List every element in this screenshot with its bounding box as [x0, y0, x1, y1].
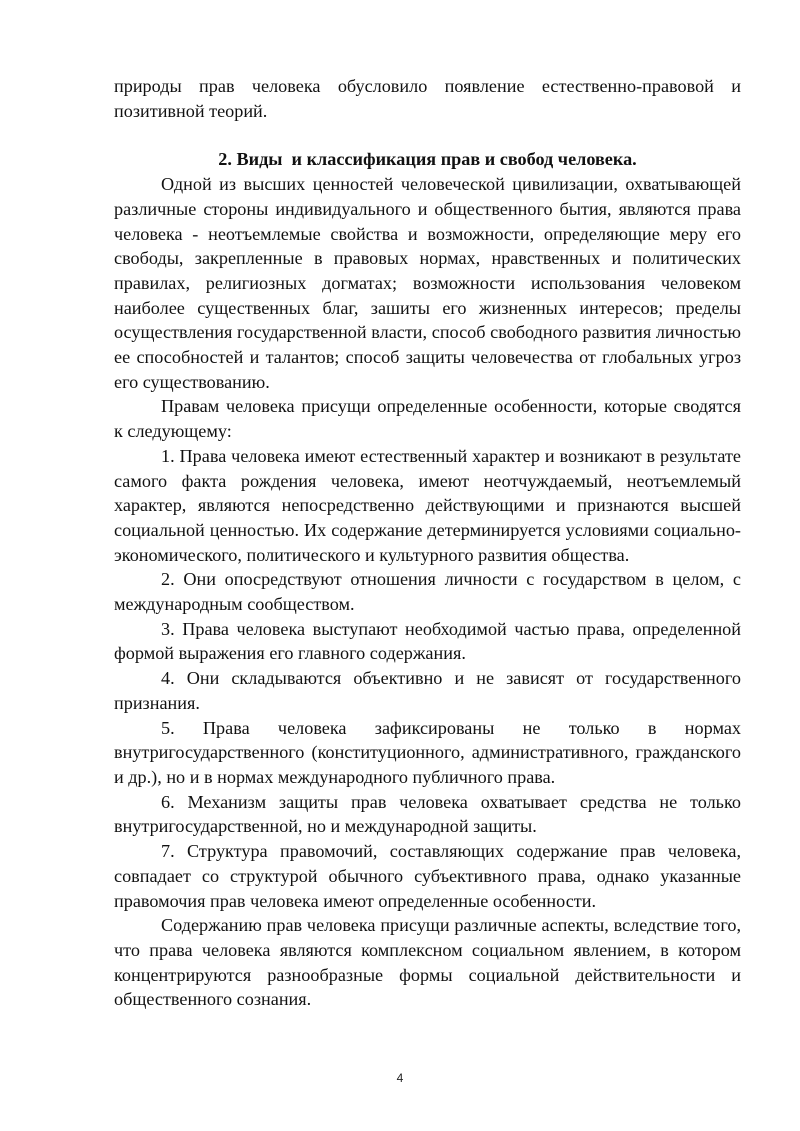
list-item-2: 2. Они опосредствуют отношения личности с государством в целом, с международным сообществом.: [114, 569, 741, 615]
list-item-6: 6. Механизм защиты прав человека охватывает средства не только внутригосударственной, но и международной защиты.: [114, 791, 741, 837]
intro-paragraph: природы прав человека обусловило появление естественно-правовой и позитивной теорий.: [114, 76, 741, 121]
page-number: 4: [396, 1071, 404, 1085]
section-heading: 2. Виды и классификация прав и свобод человека.: [218, 149, 637, 170]
paragraph-aspects: Содержанию прав человека присущи различные аспекты, вследствие того, что права человека являются комплексном социальном явлением, в котором концентрируются разнообразные формы социальной действительности и общественного сознания.: [114, 915, 741, 1010]
list-item-1: 1. Права человека имеют естественный характер и возникают в результате самого факта рождения человека, имеют неотчуждаемый, неотъемлемый характер, являются непосредственно действующими и признаются высшей социальной ценностью. Их содержание детерминируется условиями социально-экономического, политического и культурного развития общества.: [114, 445, 741, 565]
list-item-7: 7. Структура правомочий, составляющих содержание прав человека, совпадает со структурой обычного субъективного права, однако указанные правомочия прав человека имеют определенные особенности.: [114, 841, 741, 911]
paragraph-features-intro: Правам человека присущи определенные особенности, которые сводятся к следующему:: [114, 396, 741, 442]
paragraph-values: Одной из высших ценностей человеческой цивилизации, охватывающей различные стороны индивидуального и общественного бытия, являются права человека - неотъемлемые свойства и возможности, определяющие меру его свободы, закрепленные в правовых нормах, нравственных и политических правилах, религиозных догматах; возможности использования человеком наиболее существенных благ, зашиты его жизненных интересов; пределы осуществления государственной власти, способ свободного развития личностью ее способностей и талантов; способ защиты человечества от глобальных угроз его существованию.: [114, 174, 741, 392]
list-item-3: 3. Права человека выступают необходимой частью права, определенной формой выражения его главного содержания.: [114, 618, 741, 664]
list-item-5: 5. Права человека зафиксированы не только в нормах внутригосударственного (конституционного, административного, гражданского и др.), но и в нормах международного публичного права.: [114, 717, 741, 787]
document-page: [114, 74, 741, 1012]
list-item-4: 4. Они складываются объективно и не зависят от государственного признания.: [114, 668, 741, 713]
